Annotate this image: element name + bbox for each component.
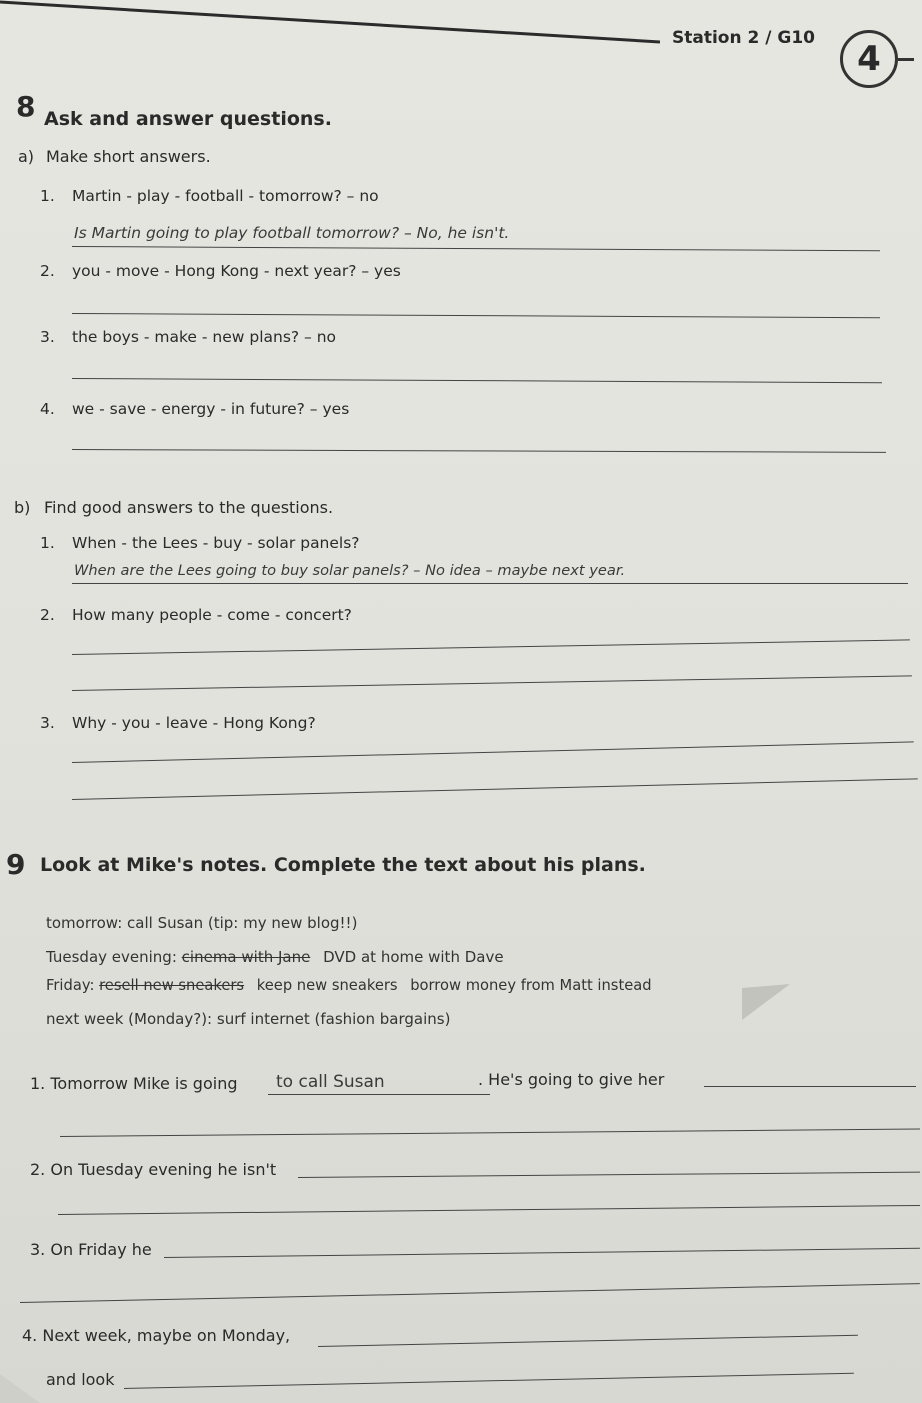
sentence-3-line-2[interactable] [20,1283,920,1303]
a-item-2-prompt: you - move - Hong Kong - next year? – yes [72,262,401,280]
sentence-2-blank[interactable] [298,1172,920,1178]
header-rule [0,0,660,46]
page-badge [840,30,898,88]
a-item-3-line[interactable] [72,378,882,383]
note-friday-rest-1: keep new sneakers [256,977,398,994]
a-item-3-prompt: the boys - make - new plans? – no [72,328,337,346]
a-item-4-line[interactable] [72,449,886,453]
bottom-left-edge [0,1374,40,1403]
note-friday-struck: resell new sneakers [99,977,245,994]
a-item-4-prompt: we - save - energy - in future? – yes [72,400,350,418]
note-tuesday-prefix: Tuesday evening: [46,948,177,966]
a-item-2-line[interactable] [72,313,880,318]
sentence-1-mid: . He's going to give her [478,1070,665,1089]
note-friday-prefix: Friday: [46,977,95,994]
note-tuesday-rest: DVD at home with Dave [323,948,504,966]
note-friday-rest-2: borrow money from Matt instead [410,977,652,994]
sentence-1-answer: to call Susan [276,1072,385,1092]
b-item-3-line-2[interactable] [72,778,918,800]
part-b-label: b) [14,498,31,517]
a-item-1-num: 1. [40,187,55,205]
a-item-1-prompt: Martin - play - football - tomorrow? – no [72,187,379,205]
a-item-2-num: 2. [40,262,55,280]
note-friday [46,977,652,994]
part-a-instruction: Make short answers. [46,147,211,166]
exercise-8-number: 8 [16,90,36,123]
sentence-5-blank[interactable] [124,1373,854,1389]
exercise-9-title: Look at Mike's notes. Complete the text about his plans. [40,854,646,876]
exercise-8-title: Ask and answer questions. [44,108,332,130]
sentence-2-line-2[interactable] [58,1205,920,1215]
sentence-1-prefix: 1. Tomorrow Mike is going [30,1074,238,1093]
note-tomorrow: tomorrow: call Susan (tip: my new blog!!) [46,914,358,932]
b-item-2-prompt: How many people - come - concert? [72,606,352,624]
sentence-3-blank[interactable] [164,1248,920,1258]
station-label: Station 2 / G10 [672,28,815,48]
a-item-3-num: 3. [40,328,55,346]
sentence-1-blank-2[interactable] [704,1086,916,1087]
a-item-1-answer: Is Martin going to play football tomorrow? – No, he isn't. [74,224,510,242]
sentence-5: and look [46,1370,115,1389]
sentence-4: 4. Next week, maybe on Monday, [22,1326,291,1345]
sentence-3: 3. On Friday he [30,1240,152,1259]
a-item-1-line [72,246,880,251]
b-item-1-num: 1. [40,534,55,552]
b-item-1-prompt: When - the Lees - buy - solar panels? [72,534,360,552]
b-item-1-answer: When are the Lees going to buy solar panels? – No idea – maybe next year. [74,562,626,579]
b-item-2-line-1[interactable] [72,639,910,655]
badge-tail [898,58,914,61]
sentence-4-blank[interactable] [318,1335,858,1347]
b-item-3-num: 3. [40,714,55,732]
b-item-1-line [72,583,908,584]
page-badge-number: 4 [857,39,881,79]
note-next-week: next week (Monday?): surf internet (fashion bargains) [46,1010,451,1028]
sentence-2: 2. On Tuesday evening he isn't [30,1160,277,1179]
part-a-label: a) [18,147,35,166]
part-b-instruction: Find good answers to the questions. [44,498,334,517]
sentence-1-blank [268,1094,490,1095]
note-tuesday-struck: cinema with Jane [181,948,311,966]
exercise-9-number: 9 [6,848,26,881]
a-item-4-num: 4. [40,400,55,418]
corner-shadow [742,984,792,1020]
sentence-1-line-2[interactable] [60,1128,920,1137]
b-item-3-line-1[interactable] [72,741,914,763]
b-item-2-num: 2. [40,606,55,624]
note-tuesday [46,948,504,966]
b-item-2-line-2[interactable] [72,675,912,691]
b-item-3-prompt: Why - you - leave - Hong Kong? [72,714,316,732]
